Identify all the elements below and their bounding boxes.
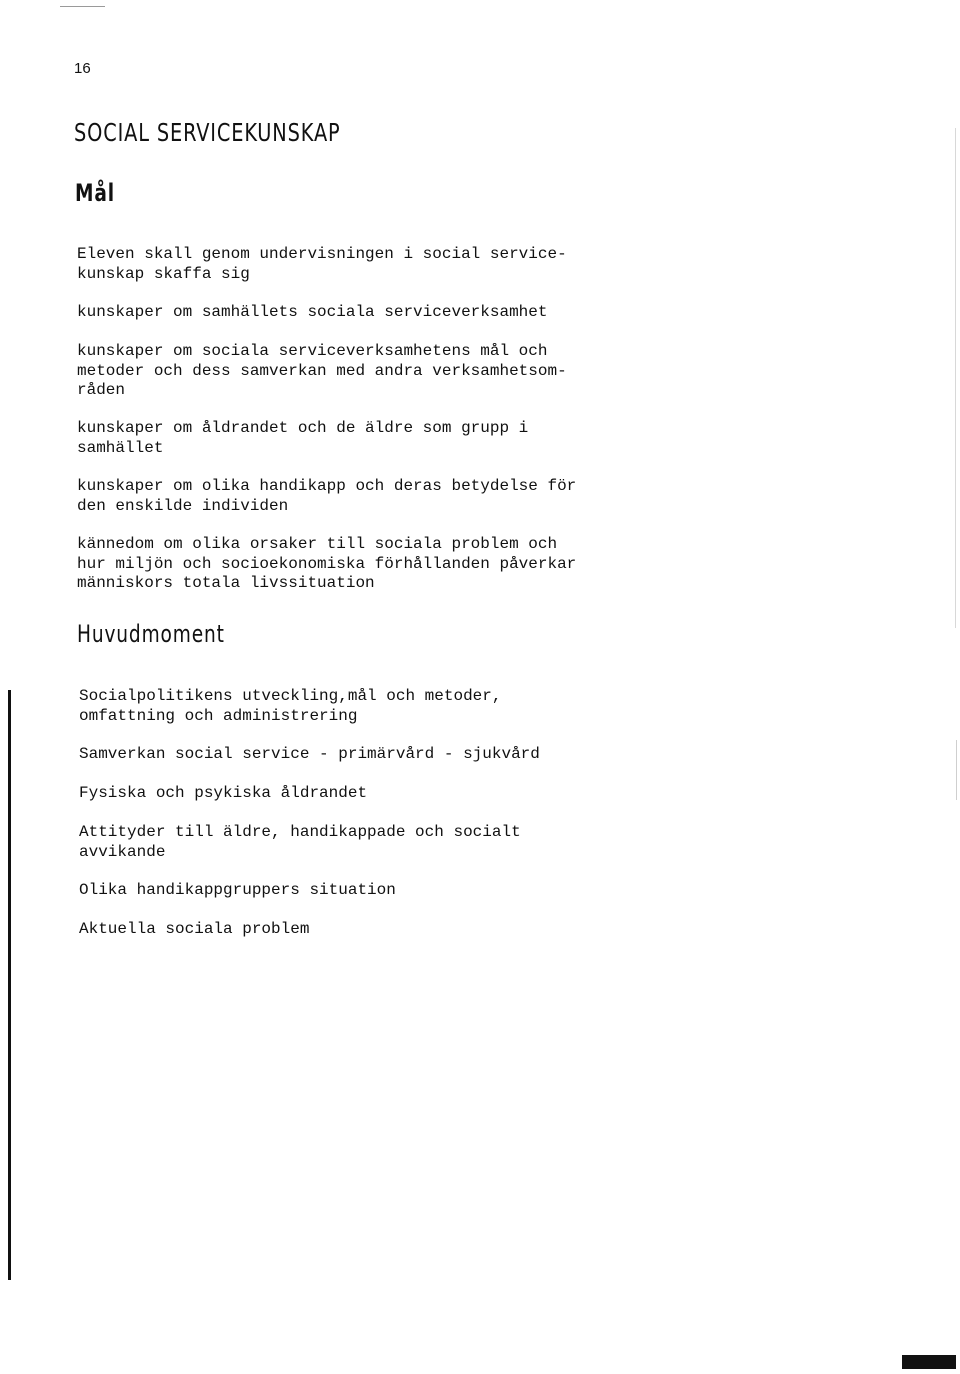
main-paragraph: Fysiska och psykiska åldrandet bbox=[79, 784, 368, 802]
goals-paragraph: kännedom om olika orsaker till sociala problem och hur miljön och socioekonomiska förhållanden påverkar människors totala livssituation bbox=[77, 535, 577, 592]
left-margin-bar bbox=[8, 690, 11, 1280]
main-paragraph: Attityder till äldre, handikappade och socialt avvikande bbox=[79, 823, 521, 861]
main-heading: Huvudmoment bbox=[77, 620, 225, 648]
page-title: SOCIAL SERVICEKUNSKAP bbox=[74, 118, 341, 147]
top-rule bbox=[60, 6, 105, 7]
main-paragraph: Aktuella sociala problem bbox=[79, 920, 310, 938]
goals-paragraph: Eleven skall genom undervisningen i social service- kunskap skaffa sig bbox=[77, 245, 567, 283]
main-paragraph: Socialpolitikens utveckling,mål och metoder, omfattning och administrering bbox=[79, 687, 502, 725]
goals-paragraph: kunskaper om olika handikapp och deras betydelse för den enskilde individen bbox=[77, 477, 577, 515]
corner-mark bbox=[902, 1355, 956, 1369]
right-margin-line bbox=[955, 128, 956, 628]
page-number: 16 bbox=[74, 60, 91, 77]
goals-paragraph: kunskaper om åldrandet och de äldre som grupp i samhället bbox=[77, 419, 529, 457]
right-margin-line bbox=[956, 740, 957, 800]
main-paragraph: Samverkan social service - primärvård - sjukvård bbox=[79, 745, 540, 763]
goals-paragraph: kunskaper om sociala serviceverksamhetens mål och metoder och dess samverkan med andra verksamhetsom- råden bbox=[77, 342, 567, 399]
goals-paragraph: kunskaper om samhällets sociala serviceverksamhet bbox=[77, 303, 548, 321]
main-paragraph: Olika handikappgruppers situation bbox=[79, 881, 396, 899]
goals-heading: Mål bbox=[75, 179, 115, 207]
